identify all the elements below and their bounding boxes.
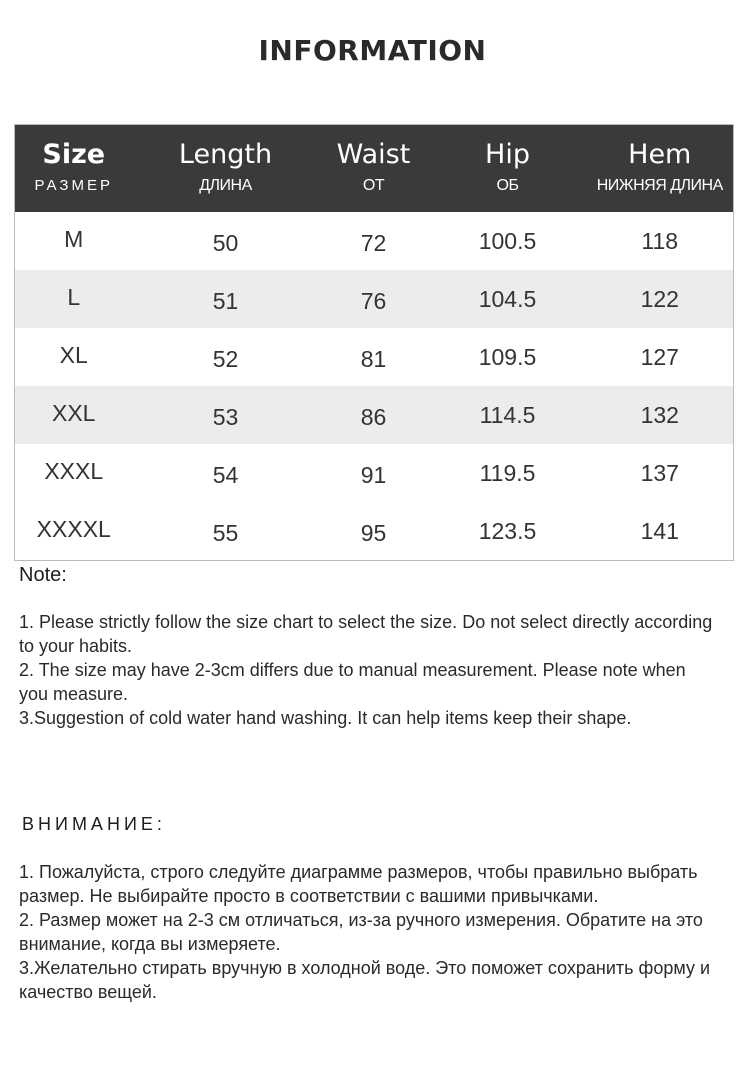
table-row: [15, 212, 734, 270]
cell-length: 52: [212, 345, 239, 372]
cell-hip: 109.5: [478, 343, 537, 370]
note-item-ru: 2. Размер может на 2-3 см отличаться, из-за ручного измерения. Обратите на это внимание, когда вы измеряете.: [19, 910, 703, 954]
header-hem-en: Hem: [628, 139, 692, 170]
table-row: [15, 386, 734, 444]
note-title: Note:: [19, 564, 67, 586]
table-row: [15, 444, 734, 502]
note-item-ru: 1. Пожалуйста, строго следуйте диаграмме размеров, чтобы правильно выбрать размер. Не выбирайте просто в соответствии с вашими привычками.: [19, 862, 698, 906]
cell-length: 50: [212, 229, 239, 256]
page-title: INFORMATION: [258, 34, 487, 67]
header-hem-ru: НИЖНЯЯ ДЛИНА: [596, 177, 723, 194]
header-hem: [587, 125, 734, 213]
cell-length: 54: [212, 461, 239, 488]
cell-hip: 104.5: [429, 270, 587, 328]
table-header-row: [15, 125, 734, 213]
cell-hem: 118: [641, 227, 679, 254]
cell-hem: 132: [587, 386, 734, 444]
note-list-ru: [19, 860, 719, 1004]
cell-waist: 72: [360, 229, 387, 256]
cell-hip: 114.5: [429, 386, 587, 444]
header-hip-ru: ОБ: [496, 177, 519, 194]
cell-waist: 95: [360, 519, 387, 546]
note-item: 1. Please strictly follow the size chart to select the size. Do not select directly according to your habits.: [19, 612, 713, 656]
cell-hem: 127: [640, 343, 679, 370]
cell-waist: 86: [319, 386, 429, 444]
cell-hem: 137: [640, 459, 679, 486]
header-hip: [429, 125, 587, 213]
header-waist-ru: ОТ: [362, 177, 385, 194]
size-chart-table: [14, 124, 734, 561]
cell-size: M: [64, 225, 84, 252]
note-item-ru: 3.Желательно стирать вручную в холодной воде. Это поможет сохранить форму и качество вещей.: [19, 958, 711, 1002]
table-row: [15, 502, 734, 561]
cell-hem: 122: [587, 270, 734, 328]
cell-size: XL: [59, 341, 88, 368]
header-waist: [319, 125, 429, 213]
table-row: [15, 328, 734, 386]
cell-hip: 119.5: [479, 459, 536, 486]
cell-size: XXL: [15, 386, 133, 444]
note-item: 3.Suggestion of cold water hand washing. It can help items keep their shape.: [19, 708, 632, 728]
header-waist-en: Waist: [336, 139, 411, 170]
cell-waist: 76: [319, 270, 429, 328]
table-row: [15, 270, 734, 328]
header-size-en: Size: [42, 139, 106, 170]
cell-length: 51: [133, 270, 319, 328]
cell-size: XXXL: [44, 457, 104, 484]
header-length-en: Length: [178, 139, 273, 170]
note-item: 2. The size may have 2-3cm differs due to manual measurement. Please note when you measure.: [19, 660, 686, 704]
note-title-ru: ВНИМАНИЕ:: [22, 814, 166, 834]
cell-length: 53: [133, 386, 319, 444]
cell-hip: 100.5: [478, 227, 537, 254]
header-size: [15, 125, 133, 213]
header-length-ru: ДЛИНА: [199, 177, 252, 194]
cell-size: XXXXL: [36, 515, 111, 542]
cell-length: 55: [212, 519, 239, 546]
cell-size: L: [15, 270, 133, 328]
note-list: [19, 610, 719, 730]
cell-waist: 81: [360, 345, 387, 372]
header-length: [133, 125, 319, 213]
cell-hip: 123.5: [478, 517, 537, 544]
cell-waist: 91: [360, 461, 387, 488]
header-size-ru: РАЗМЕР: [34, 177, 113, 194]
cell-hem: 141: [640, 517, 679, 544]
header-hip-en: Hip: [485, 139, 530, 170]
